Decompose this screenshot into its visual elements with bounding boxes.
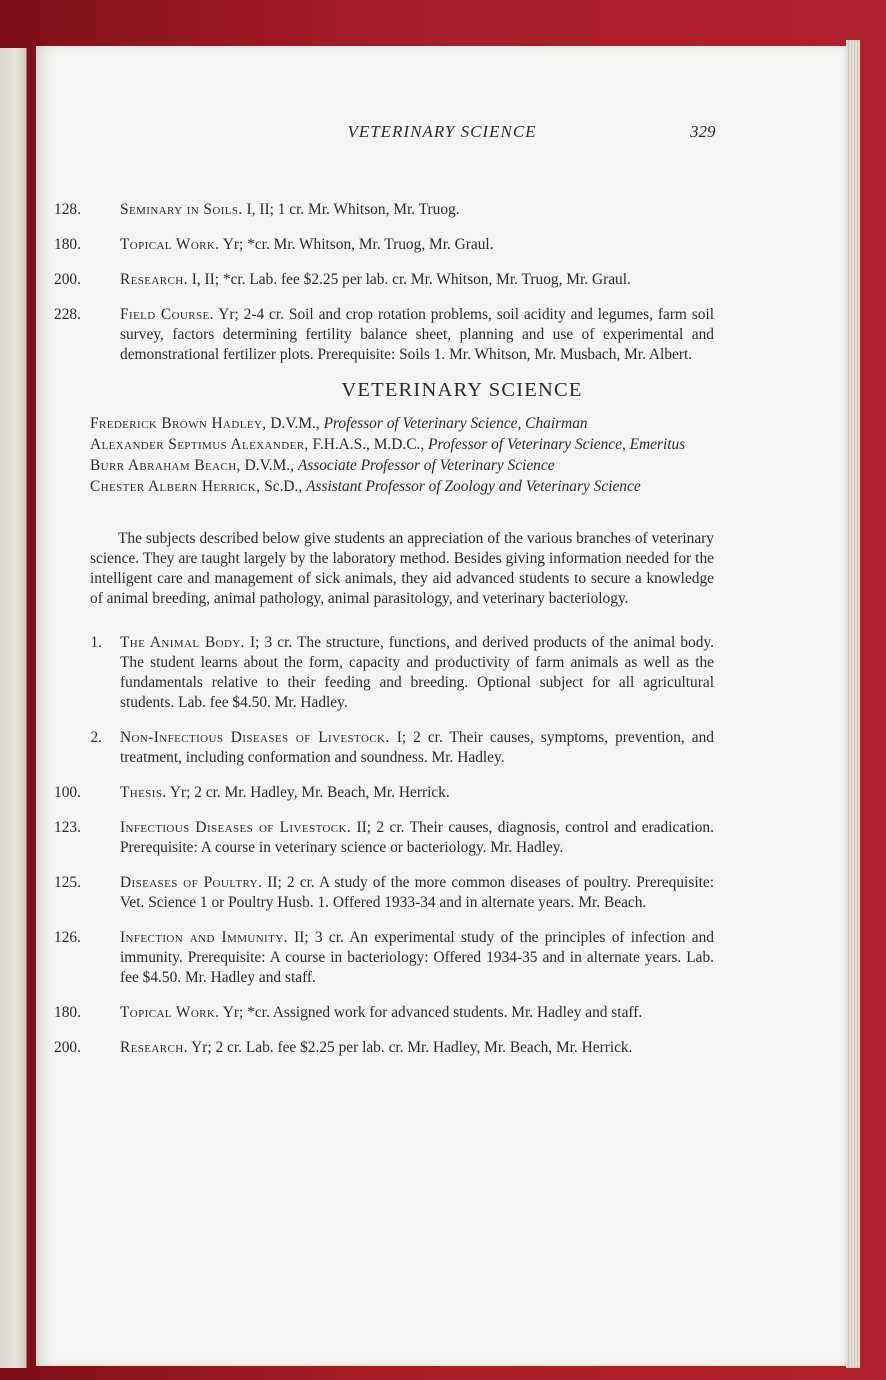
course-number: 128. (54, 201, 81, 218)
faculty-name: Chester Albern Herrick, (90, 478, 261, 495)
previous-page-edge (0, 48, 27, 1368)
course-number: 125. (54, 874, 81, 891)
faculty-degree: D.V.M., (240, 457, 298, 474)
course-name: The Animal Body. (120, 634, 245, 651)
course-details: Yr; 2 cr. Mr. Hadley, Mr. Beach, Mr. Herrick. (169, 784, 450, 801)
course-entry (54, 783, 714, 803)
course-entry (54, 270, 714, 290)
course-entry (54, 235, 714, 255)
course-number: 2. (90, 729, 102, 746)
course-number: 180. (54, 1004, 81, 1021)
course-details: I, II; 1 cr. Mr. Whitson, Mr. Truog. (246, 201, 460, 218)
course-name: Seminary in Soils. (120, 201, 243, 218)
page-number: 329 (690, 122, 716, 141)
faculty-title: Professor of Veterinary Science, Chairman (323, 415, 588, 432)
faculty-title: Assistant Professor of Zoology and Veterinary Science (306, 478, 641, 495)
course-number: 100. (54, 784, 81, 801)
faculty-name: Frederick Brown Hadley, (90, 415, 267, 432)
course-number: 1. (90, 634, 102, 651)
vet-course-list (36, 633, 848, 1058)
faculty-degree: Sc.D., (260, 478, 307, 495)
course-name: Field Course. (120, 306, 214, 323)
faculty-name: Burr Abraham Beach, (90, 457, 241, 474)
course-entry (90, 633, 714, 713)
course-details: I; 3 cr. The structure, functions, and derived products of the animal body. The student learns about the form, capacity and productivity of farm animals as well as the fundamentals relative to their feeding and breeding. Optional subject for all agricultural students. Lab. fee $4.50. Mr. Hadley. (120, 634, 714, 711)
course-name: Research. (120, 1039, 188, 1056)
faculty-degree: D.V.M., (266, 415, 324, 432)
course-number: 200. (54, 1039, 81, 1056)
course-entry (54, 1038, 714, 1058)
course-number: 228. (54, 306, 81, 323)
course-entry (54, 200, 714, 220)
course-number: 180. (54, 236, 81, 253)
faculty-list (90, 414, 714, 497)
running-title: VETERINARY SCIENCE (347, 122, 537, 141)
faculty-member (90, 435, 714, 455)
course-details: I; 2 cr. Their causes, symptoms, prevention, and treatment, including conformation and soundness. Mr. Hadley. (120, 729, 714, 766)
page-content (36, 200, 848, 1073)
faculty-degree: F.H.A.S., M.D.C., (308, 436, 429, 453)
course-name: Research. (120, 271, 188, 288)
course-name: Diseases of Poultry. (120, 874, 263, 891)
faculty-name: Alexander Septimus Alexander, (90, 436, 309, 453)
course-number: 126. (54, 929, 81, 946)
course-entry (54, 928, 714, 988)
faculty-title: Associate Professor of Veterinary Science (297, 457, 555, 474)
section-heading: VETERINARY SCIENCE (341, 379, 583, 401)
course-name: Thesis. (120, 784, 167, 801)
course-details: II; 3 cr. An experimental study of the principles of infection and immunity. Prerequisite: A course in bacteriology: Offered 1934-35 and in alternate years. Lab. fee $4.50. Mr. Hadley and staff. (120, 929, 714, 986)
course-details: II; 2 cr. A study of the more common diseases of poultry. Prerequisite: Vet. Science 1 or Poultry Husb. 1. Offered 1933-34 and in alternate years. Mr. Beach. (120, 874, 714, 911)
faculty-member (90, 414, 714, 434)
course-details: Yr; *cr. Assigned work for advanced students. Mr. Hadley and staff. (222, 1004, 643, 1021)
course-entry (54, 873, 714, 913)
course-number: 200. (54, 271, 81, 288)
faculty-member (90, 456, 714, 476)
course-name: Topical Work. (120, 236, 220, 253)
faculty-member (90, 477, 714, 497)
course-details: I, II; *cr. Lab. fee $2.25 per lab. cr. Mr. Whitson, Mr. Truog, Mr. Graul. (191, 271, 631, 288)
faculty-title: Professor of Veterinary Science, Emeritus (428, 436, 686, 453)
course-entry (90, 728, 714, 768)
course-name: Topical Work. (120, 1004, 220, 1021)
course-number: 123. (54, 819, 81, 836)
course-name: Infectious Diseases of Livestock. (120, 819, 352, 836)
soils-course-list (36, 200, 848, 365)
course-entry (54, 1003, 714, 1023)
course-entry (54, 818, 714, 858)
course-details: Yr; 2-4 cr. Soil and crop rotation problems, soil acidity and legumes, farm soil survey, factors determining fertility balance sheet, planning and use of experimental and demonstrational fertilizer plots. Prerequisite: Soils 1. Mr. Whitson, Mr. Musbach, Mr. Albert. (120, 306, 714, 363)
intro-paragraph: The subjects described below give students an appreciation of the various branches of veterinary science. They are taught largely by the laboratory method. Besides giving information needed for the intelligent care and management of sick animals, they aid advanced students to secure a knowledge of animal breeding, animal pathology, animal parasitology, and veterinary bacteriology. (90, 530, 714, 607)
course-details: II; 2 cr. Their causes, diagnosis, control and eradication. Prerequisite: A course in veterinary science or bacteriology. Mr. Hadley. (120, 819, 714, 856)
running-header (36, 122, 848, 150)
course-details: Yr; 2 cr. Lab. fee $2.25 per lab. cr. Mr. Hadley, Mr. Beach, Mr. Herrick. (191, 1039, 633, 1056)
course-entry (54, 305, 714, 365)
page-stack-edge (846, 40, 860, 1368)
course-name: Infection and Immunity. (120, 929, 288, 946)
course-details: Yr; *cr. Mr. Whitson, Mr. Truog, Mr. Graul. (222, 236, 494, 253)
course-name: Non-Infectious Diseases of Livestock. (120, 729, 390, 746)
